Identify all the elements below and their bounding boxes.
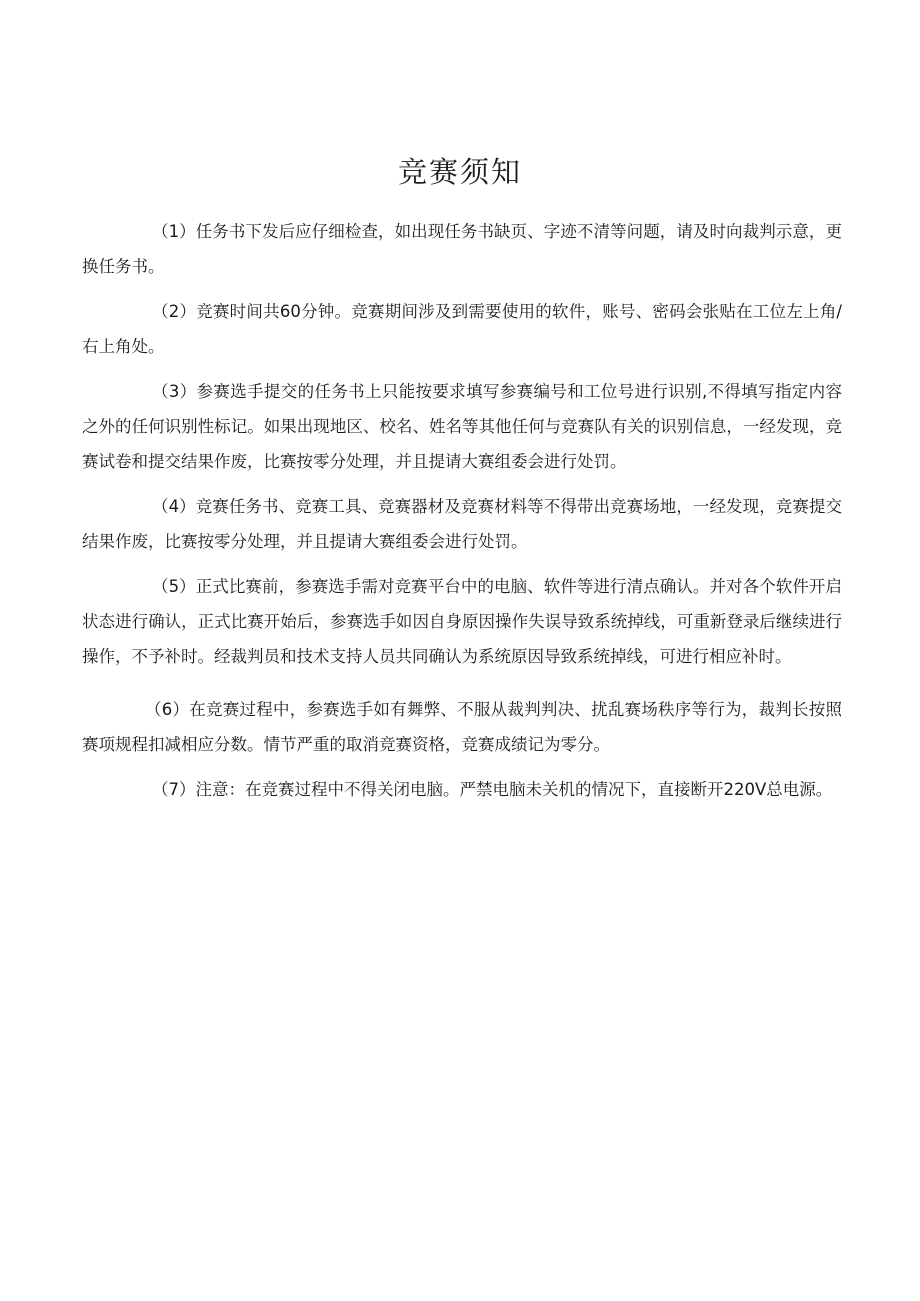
notice-item-5: （5）正式比赛前，参赛选手需对竞赛平台中的电脑、软件等进行清点确认。并对各个软件开启状态进行确认，正式比赛开始后，参赛选手如因自身原因操作失误导致系统掉线，可重新登录后继续进行操作，不予补时。经裁判员和技术支持人员共同确认为系统原因导致系统掉线，可进行相应补时。 — [82, 577, 842, 666]
notice-item-3: （3）参赛选手提交的任务书上只能按要求填写参赛编号和工位号进行识别,不得填写指定内容之外的任何识别性标记。如果出现地区、校名、姓名等其他任何与竞赛队有关的识别信息，一经发现，竞赛试卷和提交结果作废，比赛按零分处理，并且提请大赛组委会进行处罚。 — [82, 382, 842, 471]
page-title: 竞赛须知 — [397, 155, 522, 189]
notice-item-4: （4）竞赛任务书、竞赛工具、竞赛器材及竞赛材料等不得带出竞赛场地，一经发现，竞赛提交结果作废，比赛按零分处理，并且提请大赛组委会进行处罚。 — [82, 497, 842, 551]
notice-list — [82, 214, 842, 817]
notice-item-1: （1）任务书下发后应仔细检查，如出现任务书缺页、字迹不清等问题，请及时向裁判示意，更换任务书。 — [82, 222, 842, 276]
notice-item-6: （6）在竞赛过程中，参赛选手如有舞弊、不服从裁判判决、扰乱赛场秩序等行为，裁判长按照赛项规程扣减相应分数。情节严重的取消竞赛资格，竞赛成绩记为零分。 — [82, 700, 842, 754]
notice-item-2: （2）竞赛时间共60分钟。竞赛期间涉及到需要使用的软件，账号、密码会张贴在工位左上角/右上角处。 — [82, 302, 842, 356]
notice-item-7: （7）注意：在竞赛过程中不得关闭电脑。严禁电脑未关机的情况下，直接断开220V总电源。 — [152, 780, 833, 799]
